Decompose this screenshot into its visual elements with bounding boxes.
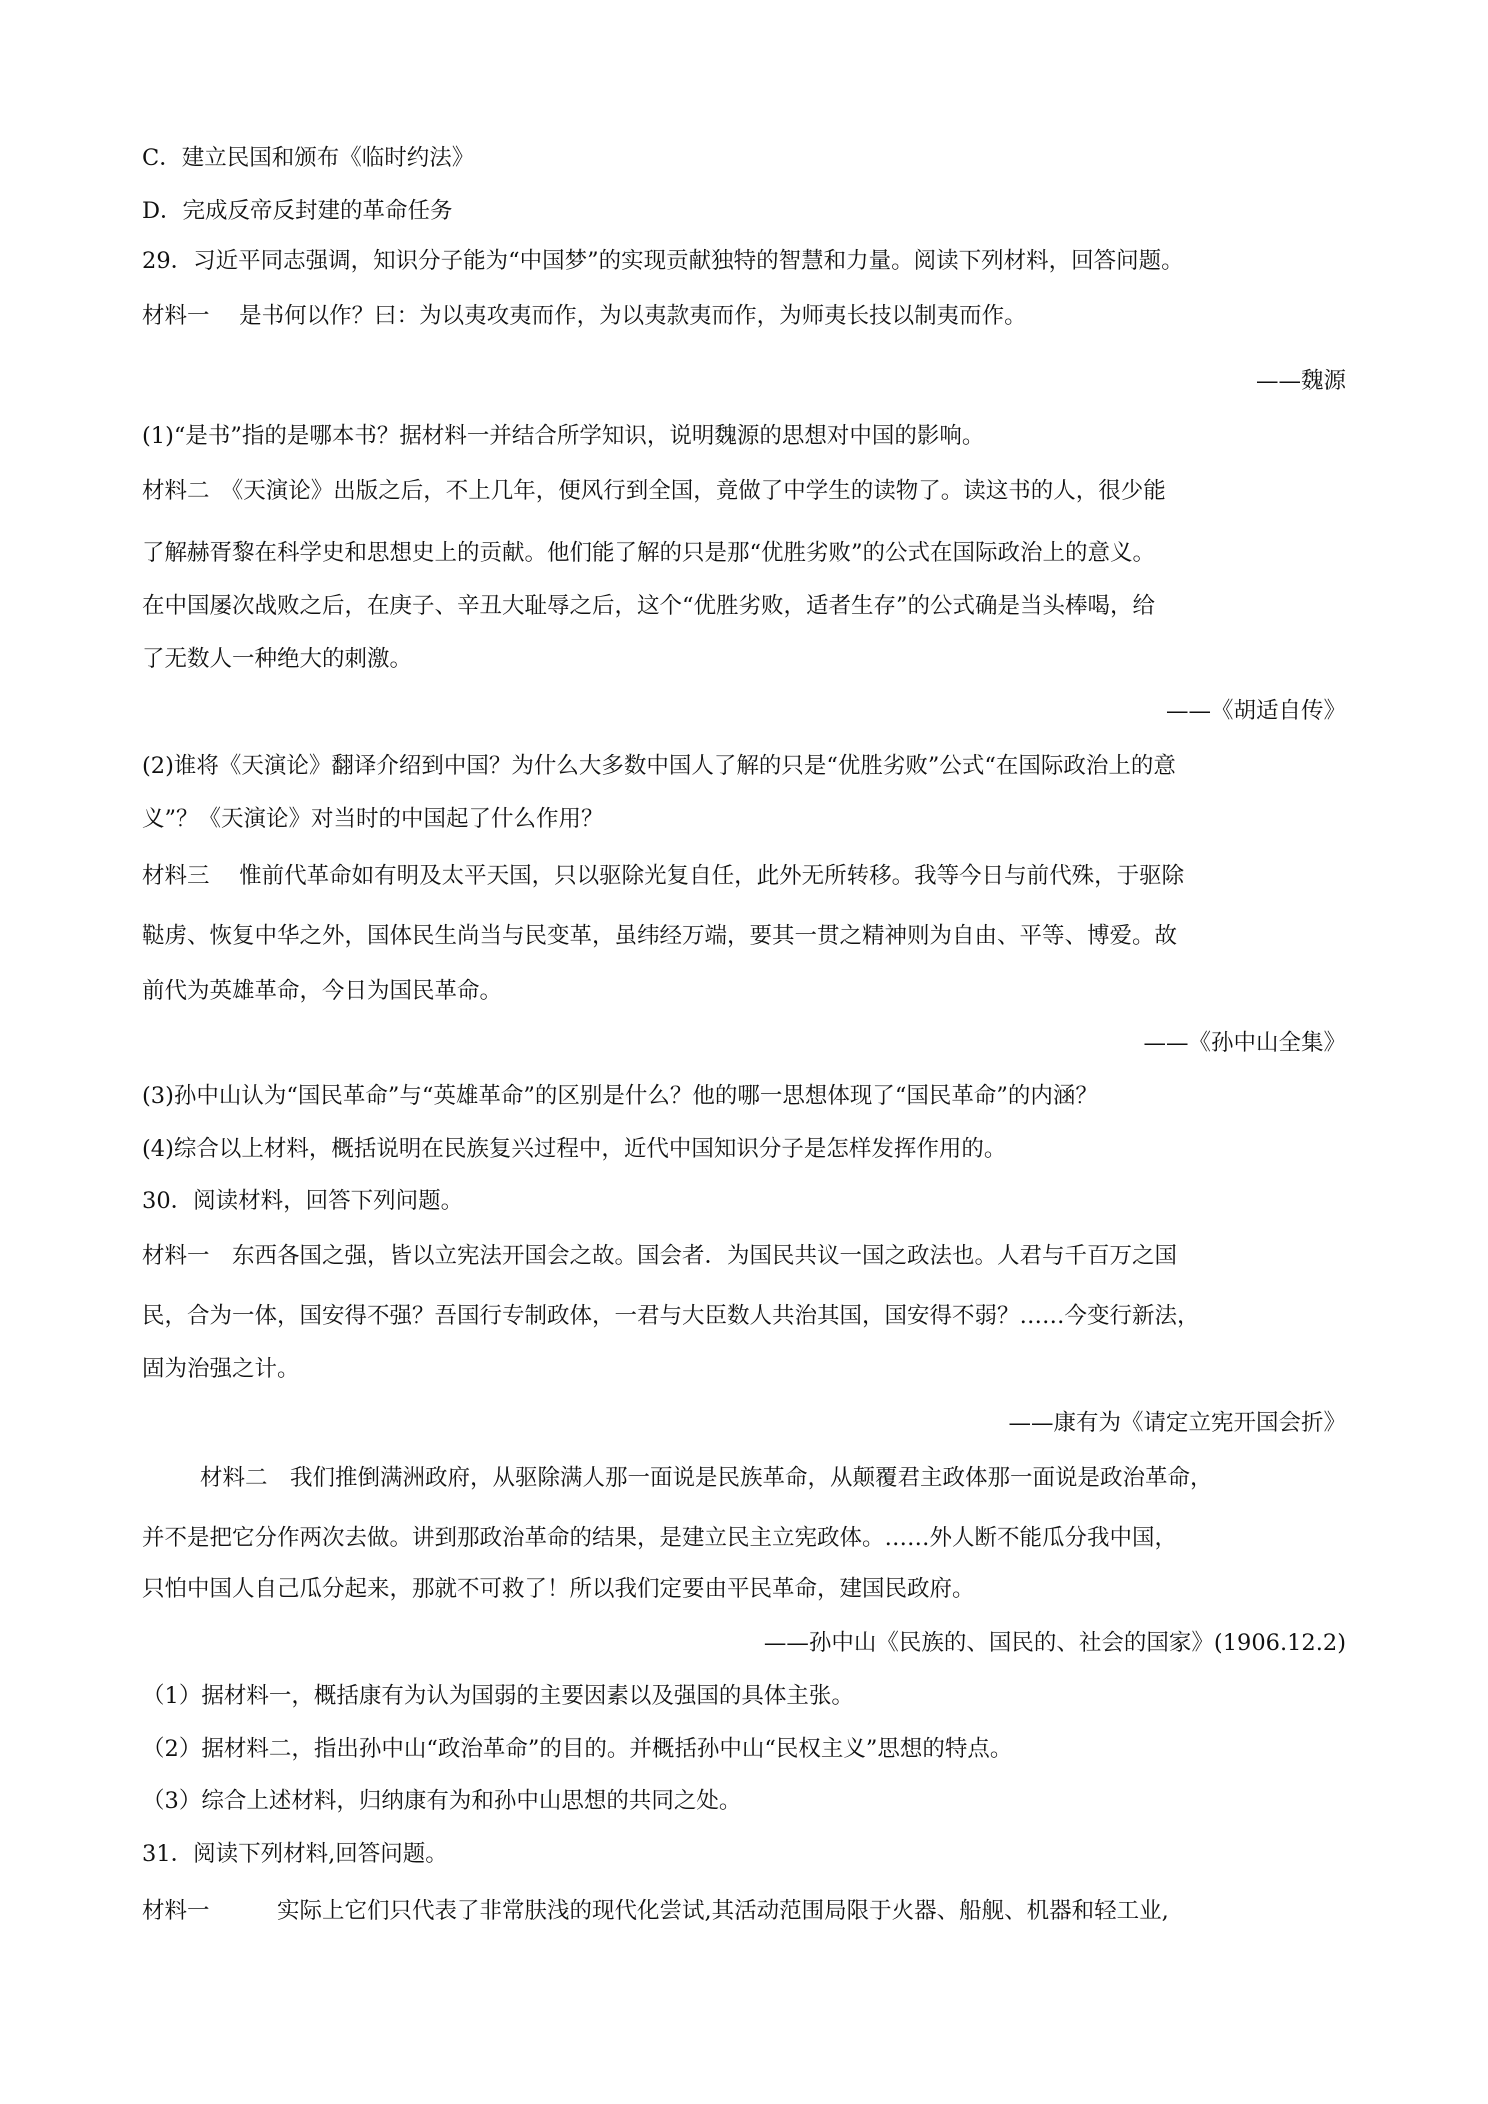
q30-subquestion-2: （2）据材料二，指出孙中山“政治革命”的目的。并概括孙中山“民权主义”思想的特点。 — [142, 1736, 1013, 1762]
q29-material-3-line-3: 前代为英雄革命，今日为国民革命。 — [142, 978, 503, 1004]
question-29-stem: 29．习近平同志强调，知识分子能为“中国梦”的实现贡献独特的智慧和力量。阅读下列材料，回答问题。 — [142, 248, 1184, 274]
option-d: D．完成反帝反封建的革命任务 — [142, 198, 453, 224]
q29-material-1-source: ——魏源 — [1255, 368, 1346, 394]
q29-subquestion-2-line-1: (2)谁将《天演论》翻译介绍到中国？为什么大多数中国人了解的只是“优胜劣败”公式“在国际政治上的意 — [142, 753, 1176, 779]
q30-material-1-line-2: 民，合为一体，国安得不强？吾国行专制政体，一君与大臣数人共治其国，国安得不弱？……今变行新法， — [142, 1303, 1200, 1329]
q29-subquestion-1: (1)“是书”指的是哪本书？据材料一并结合所学知识，说明魏源的思想对中国的影响。 — [142, 423, 985, 449]
q30-material-2-line-2: 并不是把它分作两次去做。讲到那政治革命的结果，是建立民主立宪政体。……外人断不能瓜分我中国， — [142, 1525, 1178, 1551]
q31-material-1-line-1: 材料一 实际上它们只代表了非常肤浅的现代化尝试,其活动范围局限于火器、船舰、机器和轻工业, — [142, 1898, 1169, 1924]
q29-material-1: 材料一 是书何以作？曰：为以夷攻夷而作，为以夷款夷而作，为师夷长技以制夷而作。 — [142, 303, 1027, 329]
q29-material-2-source: ——《胡适自传》 — [1165, 698, 1346, 724]
question-30-stem: 30．阅读材料，回答下列问题。 — [142, 1188, 464, 1214]
q29-subquestion-4: (4)综合以上材料，概括说明在民族复兴过程中，近代中国知识分子是怎样发挥作用的。 — [142, 1136, 1007, 1162]
q30-material-2-line-3: 只怕中国人自己瓜分起来，那就不可救了！所以我们定要由平民革命，建国民政府。 — [142, 1576, 975, 1602]
q30-material-1-line-1: 材料一 东西各国之强，皆以立宪法开国会之故。国会者．为国民共议一国之政法也。人君与千百万之国 — [142, 1243, 1178, 1269]
q29-subquestion-3: (3)孙中山认为“国民革命”与“英雄革命”的区别是什么？他的哪一思想体现了“国民革命”的内涵？ — [142, 1083, 1098, 1109]
q30-subquestion-1: （1）据材料一，概括康有为认为国弱的主要因素以及强国的具体主张。 — [142, 1683, 854, 1709]
q29-material-2-line-2: 了解赫胥黎在科学史和思想史上的贡献。他们能了解的只是那“优胜劣败”的公式在国际政治上的意义。 — [142, 540, 1156, 566]
q30-material-2-source: ——孙中山《民族的、国民的、社会的国家》(1906.12.2) — [763, 1630, 1346, 1656]
q29-material-2-line-3: 在中国屡次战败之后，在庚子、辛丑大耻辱之后，这个“优胜劣败，适者生存”的公式确是当头棒喝，给 — [142, 593, 1156, 619]
q30-material-2-line-1: 材料二 我们推倒满洲政府，从驱除满人那一面说是民族革命，从颠覆君主政体那一面说是政治革命， — [200, 1465, 1213, 1491]
option-c: C．建立民国和颁布《临时约法》 — [142, 145, 475, 171]
q29-material-3-line-1: 材料三 惟前代革命如有明及太平天国，只以驱除光复自任，此外无所转移。我等今日与前代殊，于驱除 — [142, 863, 1185, 889]
q29-material-3-line-2: 鞑虏、恢复中华之外，国体民生尚当与民变革，虽纬经万端，要其一贯之精神则为自由、平等、博爱。故 — [142, 923, 1178, 949]
q30-material-1-line-3: 固为治强之计。 — [142, 1356, 300, 1382]
q30-material-1-source: ——康有为《请定立宪开国会折》 — [1008, 1410, 1346, 1436]
q29-material-3-source: ——《孙中山全集》 — [1143, 1030, 1346, 1056]
q29-material-2-line-1: 材料二 《天演论》出版之后，不上几年，便风行到全国，竟做了中学生的读物了。读这书的人，很少能 — [142, 478, 1166, 504]
q29-subquestion-2-line-2: 义”？《天演论》对当时的中国起了什么作用？ — [142, 806, 604, 832]
q30-subquestion-3: （3）综合上述材料，归纳康有为和孙中山思想的共同之处。 — [142, 1788, 742, 1814]
question-31-stem: 31．阅读下列材料,回答问题。 — [142, 1841, 448, 1867]
q29-material-2-line-4: 了无数人一种绝大的刺激。 — [142, 646, 413, 672]
